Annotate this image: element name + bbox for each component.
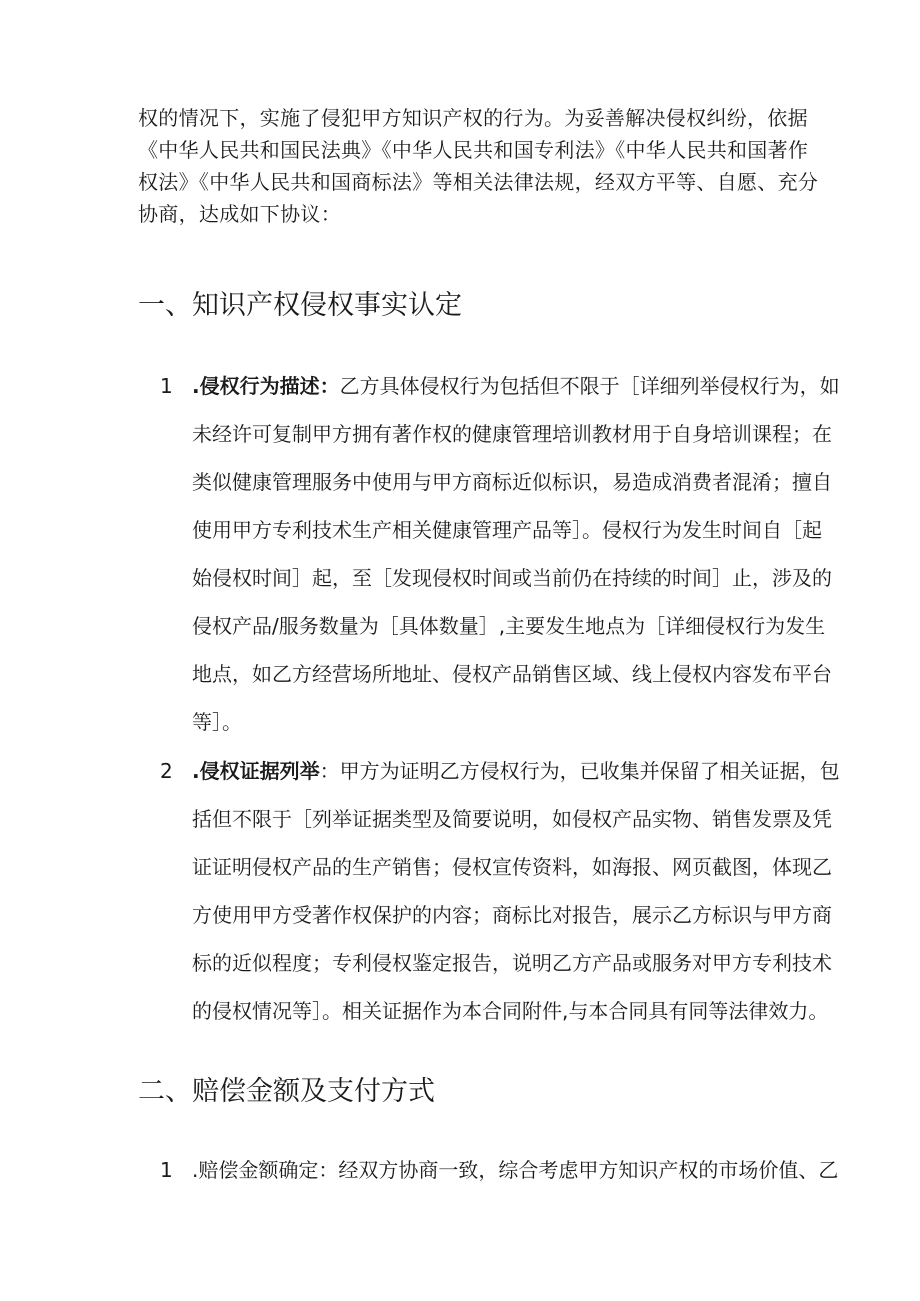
item-label: .侵权证据列举 <box>192 759 320 783</box>
item-line: 地点，如乙方经营场所地址、侵权产品销售区域、线上侵权内容发布平台 <box>192 662 832 686</box>
intro-line: 《中华人民共和国民法典》《中华人民共和国专利法》《中华人民共和国著作 <box>138 138 809 162</box>
item-body <box>192 362 840 746</box>
section-2-heading: 二、赔偿金额及支付方式 <box>138 1076 435 1107</box>
item-first-line <box>192 747 840 795</box>
item-line: 使用甲方专利技术生产相关健康管理产品等］。侵权行为发生时间自［起 <box>192 518 822 542</box>
item-line: 括但不限于［列举证据类型及简要说明，如侵权产品实物、销售发票及凭 <box>192 807 832 831</box>
item-line: 方使用甲方受著作权保护的内容；商标比对报告，展示乙方标识与甲方商 <box>192 903 832 927</box>
item-first-line-text: 经双方协商一致，综合考虑甲方知识产权的市场价值、乙 <box>338 1158 839 1182</box>
item-label: .侵权行为描述： <box>192 374 340 398</box>
item-body <box>192 747 840 1035</box>
item-label: .赔偿金额确定： <box>192 1158 339 1182</box>
intro-line: 协商，达成如下协议： <box>138 202 341 226</box>
item-first-line <box>192 362 840 410</box>
item-line: 始侵权时间］起，至［发现侵权时间或当前仍在持续的时间］止，涉及的 <box>192 566 832 590</box>
intro-line: 权法》《中华人民共和国商标法》等相关法律法规，经双方平等、自愿、充分 <box>138 170 819 194</box>
item-number: 1 <box>160 1158 173 1182</box>
intro-line: 权的情况下，实施了侵犯甲方知识产权的行为。为妥善解决侵权纠纷，依据 <box>138 106 808 130</box>
item-line: 未经许可复制甲方拥有著作权的健康管理培训教材用于自身培训课程；在 <box>192 422 832 446</box>
item-line: 等］。 <box>192 710 242 734</box>
item-line: 证证明侵权产品的生产销售；侵权宣传资料，如海报、网页截图，体现乙 <box>192 855 832 879</box>
item-first-line <box>192 1146 839 1194</box>
section-1-heading: 一、知识产权侵权事实认定 <box>138 290 462 321</box>
section-2-item-1 <box>160 1146 839 1194</box>
intro-paragraph <box>138 102 819 230</box>
item-number: 1 <box>160 374 173 398</box>
section-1-item-1 <box>160 362 840 746</box>
item-body <box>192 1146 839 1194</box>
item-line: 类似健康管理服务中使用与甲方商标近似标识，易造成消费者混淆；擅自 <box>192 470 832 494</box>
item-line: 标的近似程度；专利侵权鉴定报告，说明乙方产品或服务对甲方专利技术 <box>192 951 832 975</box>
item-first-line-text: 乙方具体侵权行为包括但不限于［详细列举侵权行为，如 <box>339 374 840 398</box>
item-line: 的侵权情况等］。相关证据作为本合同附件,与本合同具有同等法律效力。 <box>192 999 829 1023</box>
item-line: 侵权产品/服务数量为［具体数量］,主要发生地点为［详细侵权行为发生 <box>192 614 826 638</box>
item-first-line-text: ：甲方为证明乙方侵权行为，已收集并保留了相关证据，包 <box>319 759 840 783</box>
item-number: 2 <box>160 759 173 783</box>
section-1-item-2 <box>160 747 840 1035</box>
